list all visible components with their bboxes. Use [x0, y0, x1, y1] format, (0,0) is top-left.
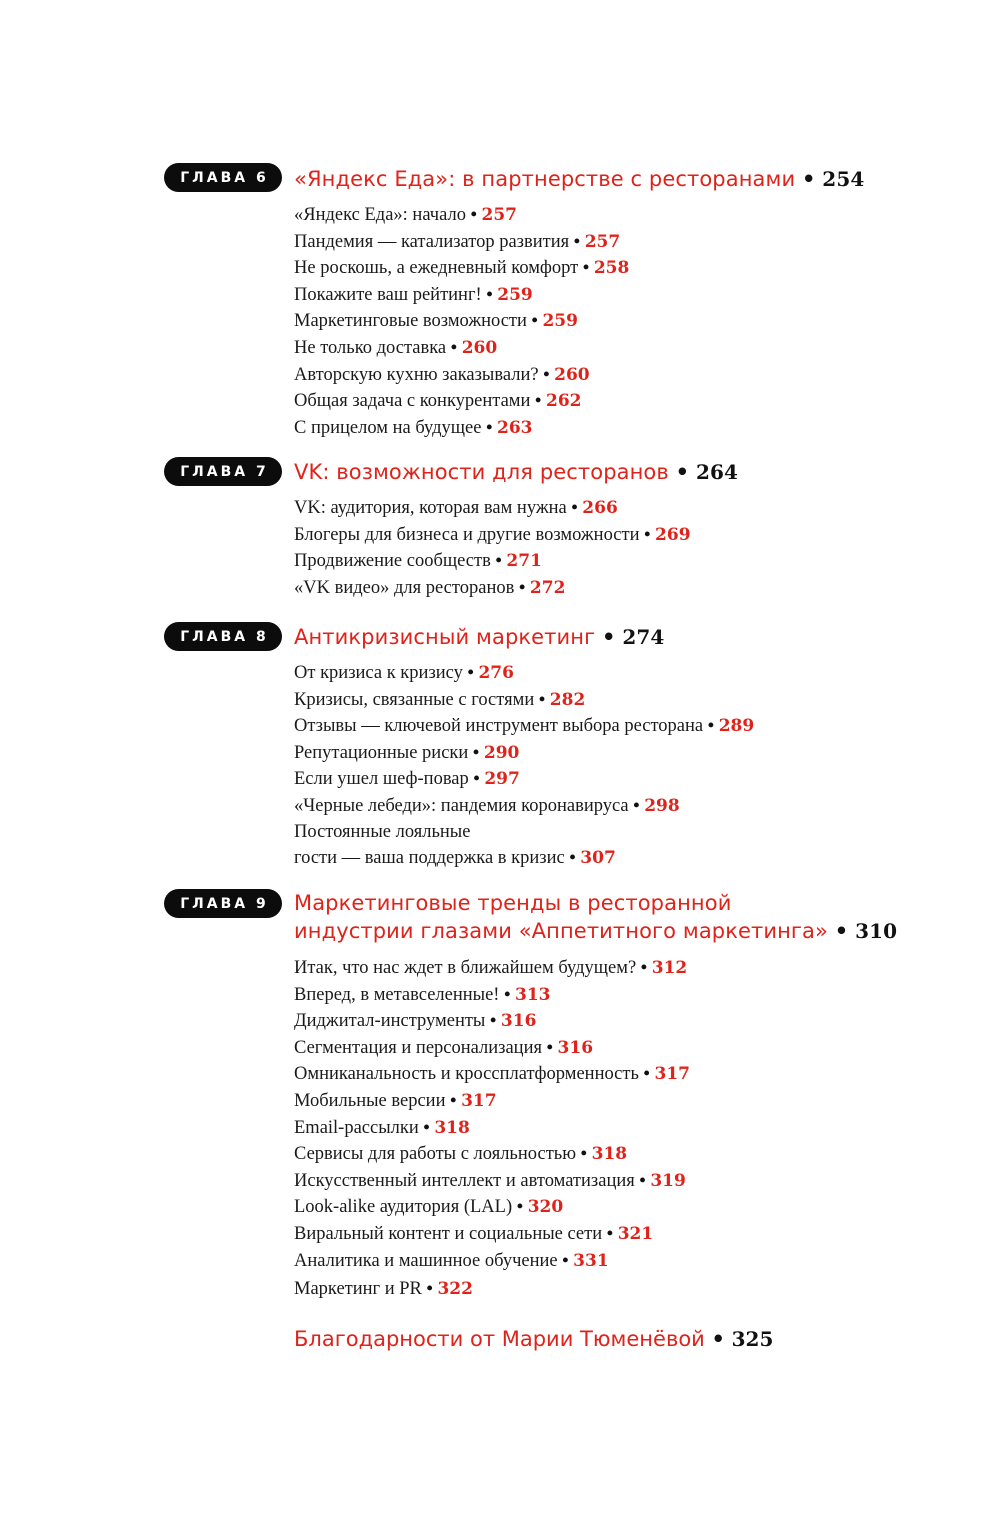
- separator-dot: •: [675, 460, 690, 484]
- list-item[interactable]: Общая задача с конкурентами • 262: [294, 390, 582, 412]
- separator-dot: •: [602, 625, 616, 649]
- page-number: 318: [591, 1144, 628, 1165]
- page-number: 298: [644, 795, 680, 816]
- list-item[interactable]: VK: аудитория, которая вам нужна • 266: [294, 497, 618, 518]
- page-number: 262: [545, 391, 582, 412]
- chapter-title-text: VK: возможности для ресторанов: [294, 460, 669, 484]
- section-list: [294, 495, 691, 601]
- list-item[interactable]: Диджитал-инструменты • 316: [294, 1010, 537, 1032]
- page-number: 316: [500, 1011, 537, 1032]
- list-item[interactable]: Не роскошь, а ежедневный комфорт • 258: [294, 257, 630, 279]
- list-item[interactable]: Продвижение сообществ • 271: [294, 550, 542, 572]
- page-number: 260: [554, 364, 590, 385]
- acknowledgements-entry[interactable]: [294, 1325, 773, 1353]
- chapter-title-text: индустрии глазами «Аппетитного маркетинга»: [294, 919, 828, 943]
- list-item[interactable]: Блогеры для бизнеса и другие возможности • 269: [294, 523, 691, 545]
- page-number: 259: [542, 311, 578, 332]
- list-item[interactable]: Омниканальность и кроссплатформенность • 317: [294, 1063, 690, 1085]
- chapter-badge: ГЛАВА 9: [164, 889, 282, 918]
- page-number: 297: [484, 769, 520, 790]
- list-item[interactable]: Вперед, в метавселенные! • 313: [294, 983, 551, 1005]
- page-number: 320: [527, 1197, 564, 1218]
- list-item[interactable]: «VK видео» для ресторанов • 272: [294, 576, 566, 598]
- page-number: 331: [573, 1250, 609, 1271]
- separator-dot: •: [834, 919, 849, 943]
- chapter-badge: ГЛАВА 8: [164, 622, 282, 651]
- chapter-title-text: Маркетинговые тренды в ресторанной: [294, 891, 732, 915]
- page-number: 260: [461, 337, 498, 358]
- list-item[interactable]: От кризиса к кризису • 276: [294, 662, 514, 683]
- list-item[interactable]: Look-alike аудитория (LAL) • 320: [294, 1196, 564, 1218]
- list-item[interactable]: Пандемия — катализатор развития • 257: [294, 230, 621, 252]
- list-item[interactable]: Если ушел шеф-повар • 297: [294, 768, 520, 790]
- list-item[interactable]: Сегментация и персонализация • 316: [294, 1036, 594, 1058]
- chapter-title-text: Антикризисный маркетинг: [294, 625, 596, 649]
- page-number: 289: [718, 716, 755, 737]
- page-number: 259: [497, 284, 533, 305]
- list-item[interactable]: Мобильные версии • 317: [294, 1089, 497, 1111]
- page-number: 317: [654, 1064, 690, 1085]
- chapter-title[interactable]: [294, 623, 934, 651]
- chapter-badge: ГЛАВА 7: [164, 457, 282, 486]
- list-item[interactable]: Итак, что нас ждет в ближайшем будущем? • 312: [294, 957, 688, 978]
- page-number: 312: [651, 958, 688, 978]
- section-list: [294, 202, 629, 441]
- page-number: 319: [650, 1170, 686, 1191]
- list-item[interactable]: Кризисы, связанные с гостями • 282: [294, 688, 586, 710]
- list-item[interactable]: Виральный контент и социальные сети • 321: [294, 1222, 654, 1244]
- list-item[interactable]: Постоянные лояльные гости — ваша поддержка в кризис • 307: [294, 821, 616, 869]
- page-number: 290: [483, 742, 520, 763]
- list-item[interactable]: «Черные лебеди»: пандемия коронавируса • 298: [294, 794, 680, 816]
- page-number: 276: [478, 663, 514, 683]
- chapter-page-number: 264: [695, 460, 739, 484]
- list-item[interactable]: Авторскую кухню заказывали? • 260: [294, 363, 590, 385]
- page-number: 263: [497, 417, 533, 438]
- section-list: [294, 660, 754, 872]
- page-number: 307: [580, 848, 616, 869]
- page-number: 257: [481, 205, 518, 225]
- chapter-title[interactable]: [294, 458, 934, 486]
- page-number: 257: [584, 231, 621, 252]
- page-number: 322: [437, 1279, 473, 1300]
- page-number: 266: [582, 498, 618, 518]
- list-item[interactable]: Искусственный интеллект и автоматизация • 319: [294, 1169, 686, 1191]
- acknowledgements-page-number: 325: [731, 1327, 774, 1351]
- page-number: 318: [434, 1117, 470, 1138]
- list-item[interactable]: Покажите ваш рейтинг! • 259: [294, 283, 533, 305]
- page-number: 313: [515, 984, 551, 1005]
- chapter-title[interactable]: [294, 165, 934, 193]
- list-item[interactable]: «Яндекс Еда»: начало • 257: [294, 204, 518, 225]
- list-item[interactable]: Email-рассылки • 318: [294, 1116, 470, 1138]
- page-number: 282: [549, 689, 586, 710]
- chapter-badge: ГЛАВА 6: [164, 163, 282, 192]
- list-item[interactable]: Не только доставка • 260: [294, 336, 498, 358]
- separator-dot: •: [711, 1327, 725, 1351]
- page-number: 269: [655, 524, 691, 545]
- page-number: 271: [506, 551, 542, 572]
- page-number: 316: [557, 1037, 594, 1058]
- list-item[interactable]: С прицелом на будущее • 263: [294, 416, 533, 438]
- chapter-page-number: 274: [622, 625, 665, 649]
- list-item[interactable]: Отзывы — ключевой инструмент выбора ресторана • 289: [294, 715, 755, 737]
- list-item[interactable]: Аналитика и машинное обучение • 331: [294, 1249, 609, 1271]
- page-number: 258: [593, 258, 630, 279]
- list-item[interactable]: Репутационные риски • 290: [294, 741, 520, 763]
- acknowledgements-title: Благодарности от Марии Тюменёвой: [294, 1327, 705, 1351]
- chapter-title[interactable]: [294, 889, 934, 945]
- list-item[interactable]: Маркетинг и PR • 322: [294, 1278, 473, 1300]
- list-item[interactable]: Сервисы для работы с лояльностью • 318: [294, 1143, 628, 1165]
- page-number: 272: [529, 577, 566, 598]
- list-item[interactable]: Маркетинговые возможности • 259: [294, 310, 578, 332]
- separator-dot: •: [801, 167, 816, 191]
- page-number: 317: [461, 1090, 497, 1111]
- chapter-title-text: «Яндекс Еда»: в партнерстве с ресторанами: [294, 167, 796, 191]
- chapter-page-number: 254: [822, 167, 865, 191]
- chapter-page-number: 310: [855, 919, 898, 943]
- section-list: [294, 955, 690, 1303]
- page-number: 321: [617, 1223, 654, 1244]
